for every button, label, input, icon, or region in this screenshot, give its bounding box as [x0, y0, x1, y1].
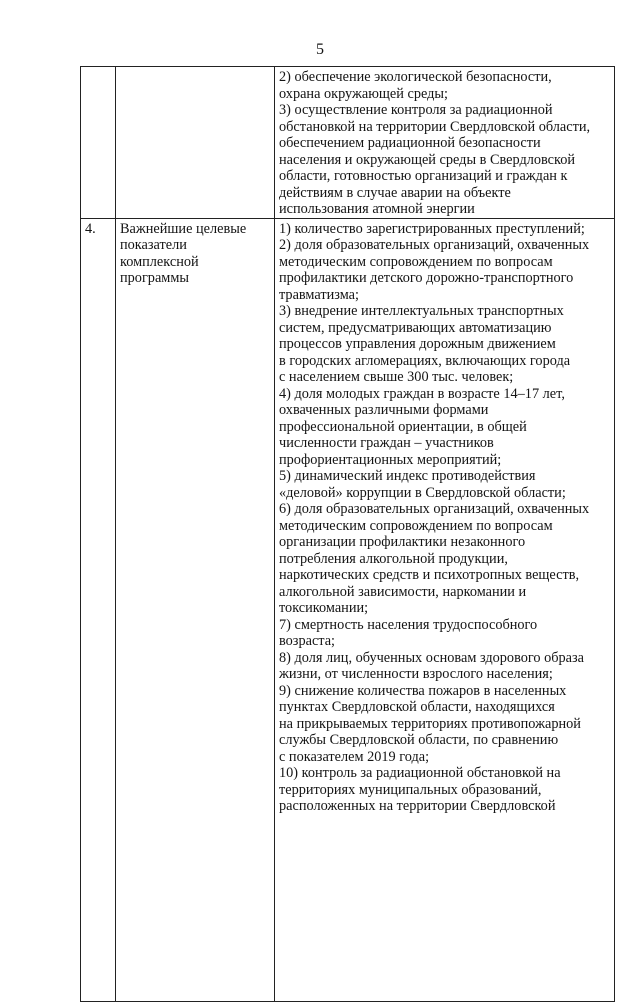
page-number: 5: [316, 41, 324, 58]
row-content-cell: [275, 218, 615, 1001]
text-line: службы Свердловской области, по сравнению: [279, 732, 559, 748]
text-line: жизни, от численности взрослого населения;: [279, 666, 553, 682]
text-line: охрана окружающей среды;: [279, 85, 449, 102]
text-line: 1) количество зарегистрированных преступлений;: [279, 220, 585, 237]
row-content-cell: [275, 67, 615, 219]
text-line: 3) внедрение интеллектуальных транспортных: [279, 303, 564, 319]
text-line: травматизма;: [279, 286, 359, 303]
text-line: действиям в случае аварии на объекте: [279, 184, 511, 201]
text-line: профилактики детского дорожно-транспортного: [279, 270, 574, 286]
text-line: процессов управления дорожным движением: [279, 336, 556, 352]
text-line: профессиональной ориентации, в общей: [279, 418, 527, 435]
row-number-cell: [81, 67, 116, 219]
row-number-cell: 4.: [81, 218, 116, 1001]
row-name-cell: [116, 67, 275, 219]
text-line: в городских агломерациях, включающих города: [279, 352, 571, 369]
text-line: обстановкой на территории Свердловской области,: [279, 118, 591, 135]
text-line: расположенных на территории Свердловской: [279, 798, 556, 814]
text-line: 3) осуществление контроля за радиационной: [279, 102, 553, 118]
text-line: 9) снижение количества пожаров в населенных: [279, 682, 567, 699]
text-line: численности граждан – участников: [279, 435, 494, 451]
text-line: пунктах Свердловской области, находящихся: [279, 699, 555, 715]
row-name-cell: [116, 218, 275, 1001]
text-line: 10) контроль за радиационной обстановкой на: [279, 765, 561, 781]
text-line: территориях муниципальных образований,: [279, 781, 542, 798]
text-line: использования атомной энергии: [279, 201, 475, 217]
program-passport-table: [80, 66, 615, 1002]
text-line: методическим сопровождением по вопросам: [279, 517, 553, 534]
text-line: показатели: [120, 237, 187, 253]
text-line: 5) динамический индекс противодействия: [279, 468, 536, 484]
table-row: [81, 218, 615, 1001]
text-line: «деловой» коррупции в Свердловской области;: [279, 484, 566, 501]
text-line: с населением свыше 300 тыс. человек;: [279, 369, 514, 385]
text-line: 2) обеспечение экологической безопасности,: [279, 69, 552, 85]
text-line: 8) доля лиц, обученных основам здорового образа: [279, 649, 585, 666]
text-line: программы: [120, 270, 190, 286]
text-line: потребления алкогольной продукции,: [279, 550, 508, 567]
table-row: [81, 67, 615, 219]
text-line: 6) доля образовательных организаций, охваченных: [279, 501, 590, 517]
text-line: обеспечением радиационной безопасности: [279, 135, 541, 151]
text-line: алкогольной зависимости, наркомании и: [279, 583, 527, 600]
text-line: методическим сопровождением по вопросам: [279, 253, 553, 270]
text-line: области, готовностью организаций и граждан к: [279, 168, 568, 184]
text-line: систем, предусматривающих автоматизацию: [279, 319, 552, 336]
text-line: организации профилактики незаконного: [279, 534, 526, 550]
text-line: 4) доля молодых граждан в возрасте 14–17 лет,: [279, 385, 565, 402]
text-line: Важнейшие целевые: [120, 220, 247, 237]
text-line: 7) смертность населения трудоспособного: [279, 616, 538, 633]
text-line: на прикрываемых территориях противопожарной: [279, 715, 581, 732]
text-line: наркотических средств и психотропных веществ,: [279, 567, 580, 583]
text-line: населения и окружающей среды в Свердловской: [279, 151, 576, 168]
text-line: с показателем 2019 года;: [279, 748, 430, 765]
text-line: токсикомании;: [279, 600, 369, 616]
text-line: профориентационных мероприятий;: [279, 451, 502, 468]
text-line: комплексной: [120, 253, 199, 270]
text-line: возраста;: [279, 633, 336, 649]
text-line: охваченных различными формами: [279, 402, 489, 418]
text-line: 2) доля образовательных организаций, охваченных: [279, 237, 590, 253]
